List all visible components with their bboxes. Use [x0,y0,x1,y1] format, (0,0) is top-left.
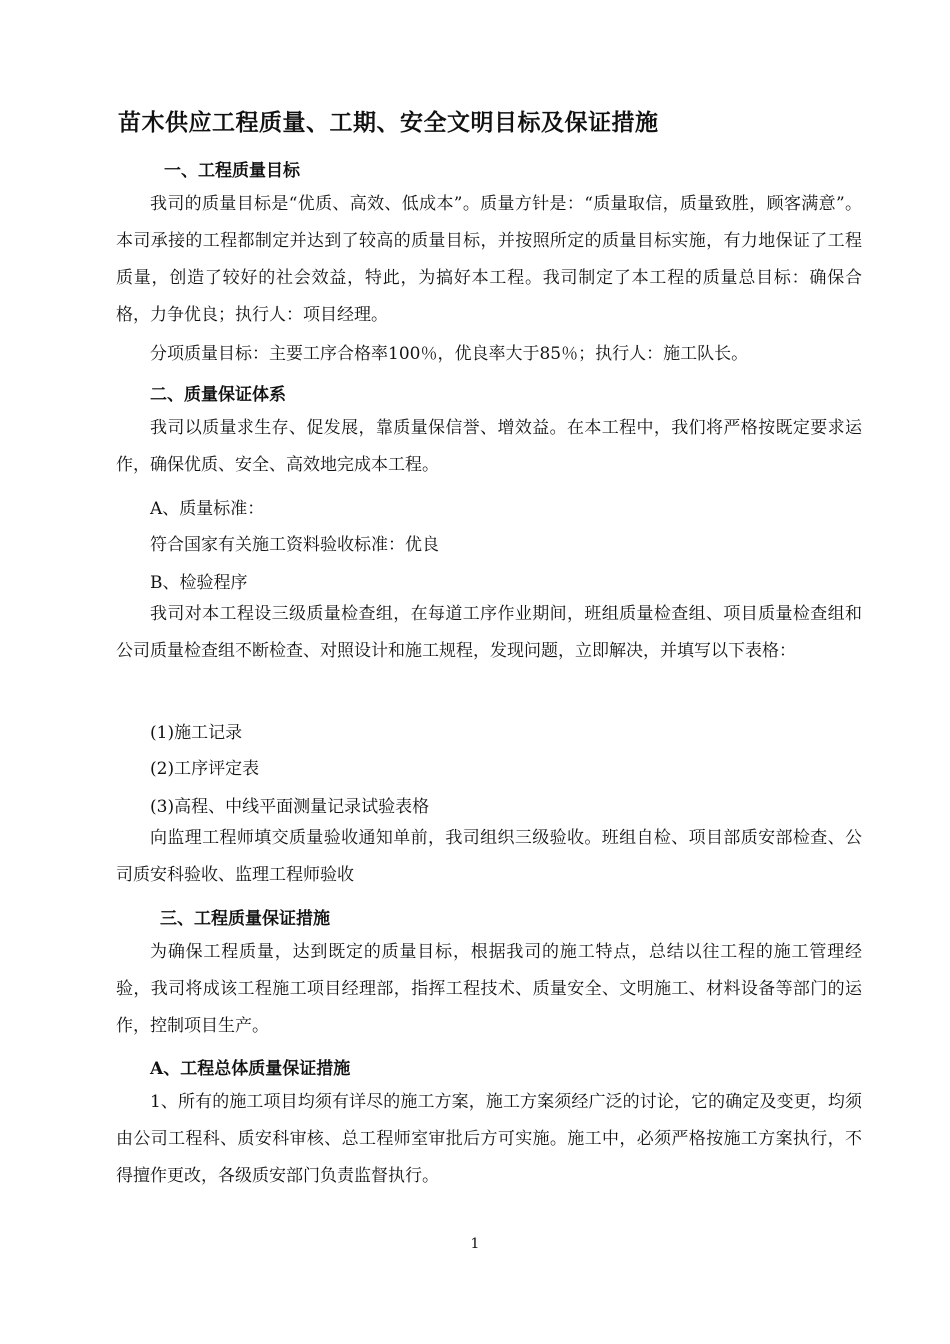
inspection-procedure-text: 我司对本工程设三级质量检查组，在每道工序作业期间，班组质量检查组、项目质量检查组和公司质量检查组不断检查、对照设计和施工规程，发现问题，立即解决，并填写以下表格： [116,604,862,661]
section-2-heading: 二、质量保证体系 [150,385,286,405]
section-1-heading: 一、工程质量目标 [164,161,300,181]
quality-standard-label: A、质量标准： [150,499,265,519]
section-3-paragraph-1: 为确保工程质量，达到既定的质量目标，根据我司的施工特点，总结以往工程的施工管理经验，我司将成该工程施工项目经理部，指挥工程技术、质量安全、文明施工、材料设备等部门的运作，控制项目生产。 [116,942,862,1036]
section-3-paragraph-2: 1、所有的施工项目均须有详尽的施工方案，施工方案须经广泛的讨论，它的确定及变更，均须由公司工程科、质安科审核、总工程师室审批后方可实施。施工中，必须严格按施工方案执行，不得擅作更改，各级质安部门负责监督执行。 [116,1092,862,1186]
page-title: 苗木供应工程质量、工期、安全文明目标及保证措施 [118,109,659,136]
section-2-paragraph-2: 向监理工程师填交质量验收通知单前，我司组织三级验收。班组自检、项目部质安部检查、公司质安科验收、监理工程师验收 [116,828,862,885]
page-number: 1 [470,1236,480,1252]
section-3-heading: 三、工程质量保证措施 [160,909,330,929]
section-2-paragraph-1: 我司以质量求生存、促发展，靠质量保信誉、增效益。在本工程中，我们将严格按既定要求运作，确保优质、安全、高效地完成本工程。 [116,418,862,475]
section-3a-heading: A、工程总体质量保证措施 [150,1059,351,1079]
list-item: (2)工序评定表 [150,759,260,779]
section-1-paragraph-1: 我司的质量目标是“优质、高效、低成本”。质量方针是：“质量取信，质量致胜，顾客满意”。本司承接的工程都制定并达到了较高的质量目标，并按照所定的质量目标实施，有力地保证了工程质量，创造了较好的社会效益，特此，为搞好本工程。我司制定了本工程的质量总目标：确保合格，力争优良；执行人：项目经理。 [116,194,862,325]
section-1-paragraph-2: 分项质量目标：主要工序合格率100％，优良率大于85％；执行人：施工队长。 [150,344,749,364]
quality-standard-text: 符合国家有关施工资料验收标准：优良 [150,535,439,555]
inspection-procedure-label: B、检验程序 [150,573,248,593]
list-item: (3)高程、中线平面测量记录试验表格 [150,797,430,817]
list-item: (1)施工记录 [150,723,243,743]
